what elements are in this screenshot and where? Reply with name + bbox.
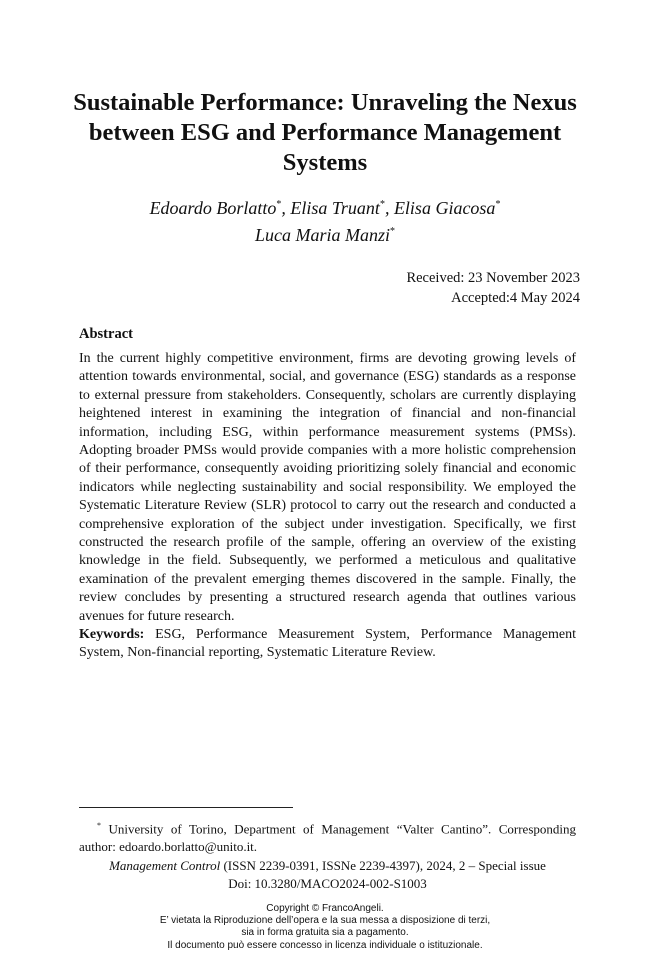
journal-details: (ISSN 2239-0391, ISSNe 2239-4397), 2024, 2 – Special issue xyxy=(220,858,546,873)
paper-title: Sustainable Performance: Unraveling the Nexus between ESG and Performance Management Systems xyxy=(73,89,577,176)
keywords xyxy=(79,626,576,663)
copyright-notice xyxy=(100,903,550,952)
author-name: Elisa Truant xyxy=(290,198,380,218)
received-date: Received: 23 November 2023 xyxy=(406,270,580,286)
journal-citation xyxy=(79,857,576,875)
abstract-heading: Abstract xyxy=(79,326,133,342)
copyright-line: E’ vietata la Riproduzione dell’opera e la sua messa a disposizione di terzi, xyxy=(159,915,491,927)
author-affiliation-mark: * xyxy=(379,199,385,210)
affiliation-footnote xyxy=(79,817,576,855)
submission-dates xyxy=(406,268,580,308)
author-name: Elisa Giacosa xyxy=(393,198,496,218)
author-name: Luca Maria Manzi xyxy=(255,225,390,245)
footnote-mark: * xyxy=(97,821,101,830)
author-name: Edoardo Borlatto xyxy=(149,198,277,218)
journal-info xyxy=(79,857,576,892)
author-line-2 xyxy=(60,220,590,247)
journal-name: Management Control xyxy=(109,858,221,873)
copyright-line: sia in forma gratuita sia a pagamento. xyxy=(241,927,409,939)
keywords-label: Keywords: xyxy=(79,627,145,642)
copyright-line: Copyright © FrancoAngeli. xyxy=(266,903,384,914)
author-separator: , xyxy=(281,198,291,218)
author-affiliation-mark: * xyxy=(495,199,501,210)
journal-doi: Doi: 10.3280/MACO2024-002-S1003 xyxy=(228,875,427,891)
author-affiliation-mark: * xyxy=(276,199,282,210)
copyright-line: Il documento può essere concesso in licenza individuale o istituzionale. xyxy=(167,939,483,951)
author-line-1 xyxy=(60,193,590,220)
accepted-date: Accepted:4 May 2024 xyxy=(451,290,580,306)
abstract-text: In the current highly competitive environment, firms are devoting growing levels of attention towards environmental, social, and governance (ESG) standards as a response to external pressure from stakeholders. Consequently, scholars are currently displaying heightened interest in examining the integration of financial and non-financial information, including ESG, within performance measurement systems (PMSs). Adopting broader PMSs would provide companies with a more holistic comprehension of their performance, consequently avoiding prioritizing solely financial and economic indicators while neglecting sustainability and social responsibility. We employed the Systematic Literature Review (SLR) protocol to carry out the research and conducted a comprehensive exploration of the subject under investigation. Specifically, we first constructed the research profile of the sample, offering an overview of the existing knowledge in the field. Subsequently, we performed a meticulous and qualitative examination of the prevalent emerging themes discovered in the sample. Finally, the review concludes by presenting a structured research agenda that outlines various avenues for future research. xyxy=(79,351,576,624)
author-separator: , xyxy=(384,198,394,218)
footnote-text: University of Torino, Department of Management “Valter Cantino”. Corresponding author: edoardo.borlatto@unito.it. xyxy=(79,821,576,854)
footnote-divider xyxy=(79,807,293,808)
author-affiliation-mark: * xyxy=(390,226,395,237)
keywords-text: ESG, Performance Measurement System, Performance Management System, Non-financial reporting, Systematic Literature Review. xyxy=(79,627,576,661)
author-list xyxy=(60,193,590,247)
